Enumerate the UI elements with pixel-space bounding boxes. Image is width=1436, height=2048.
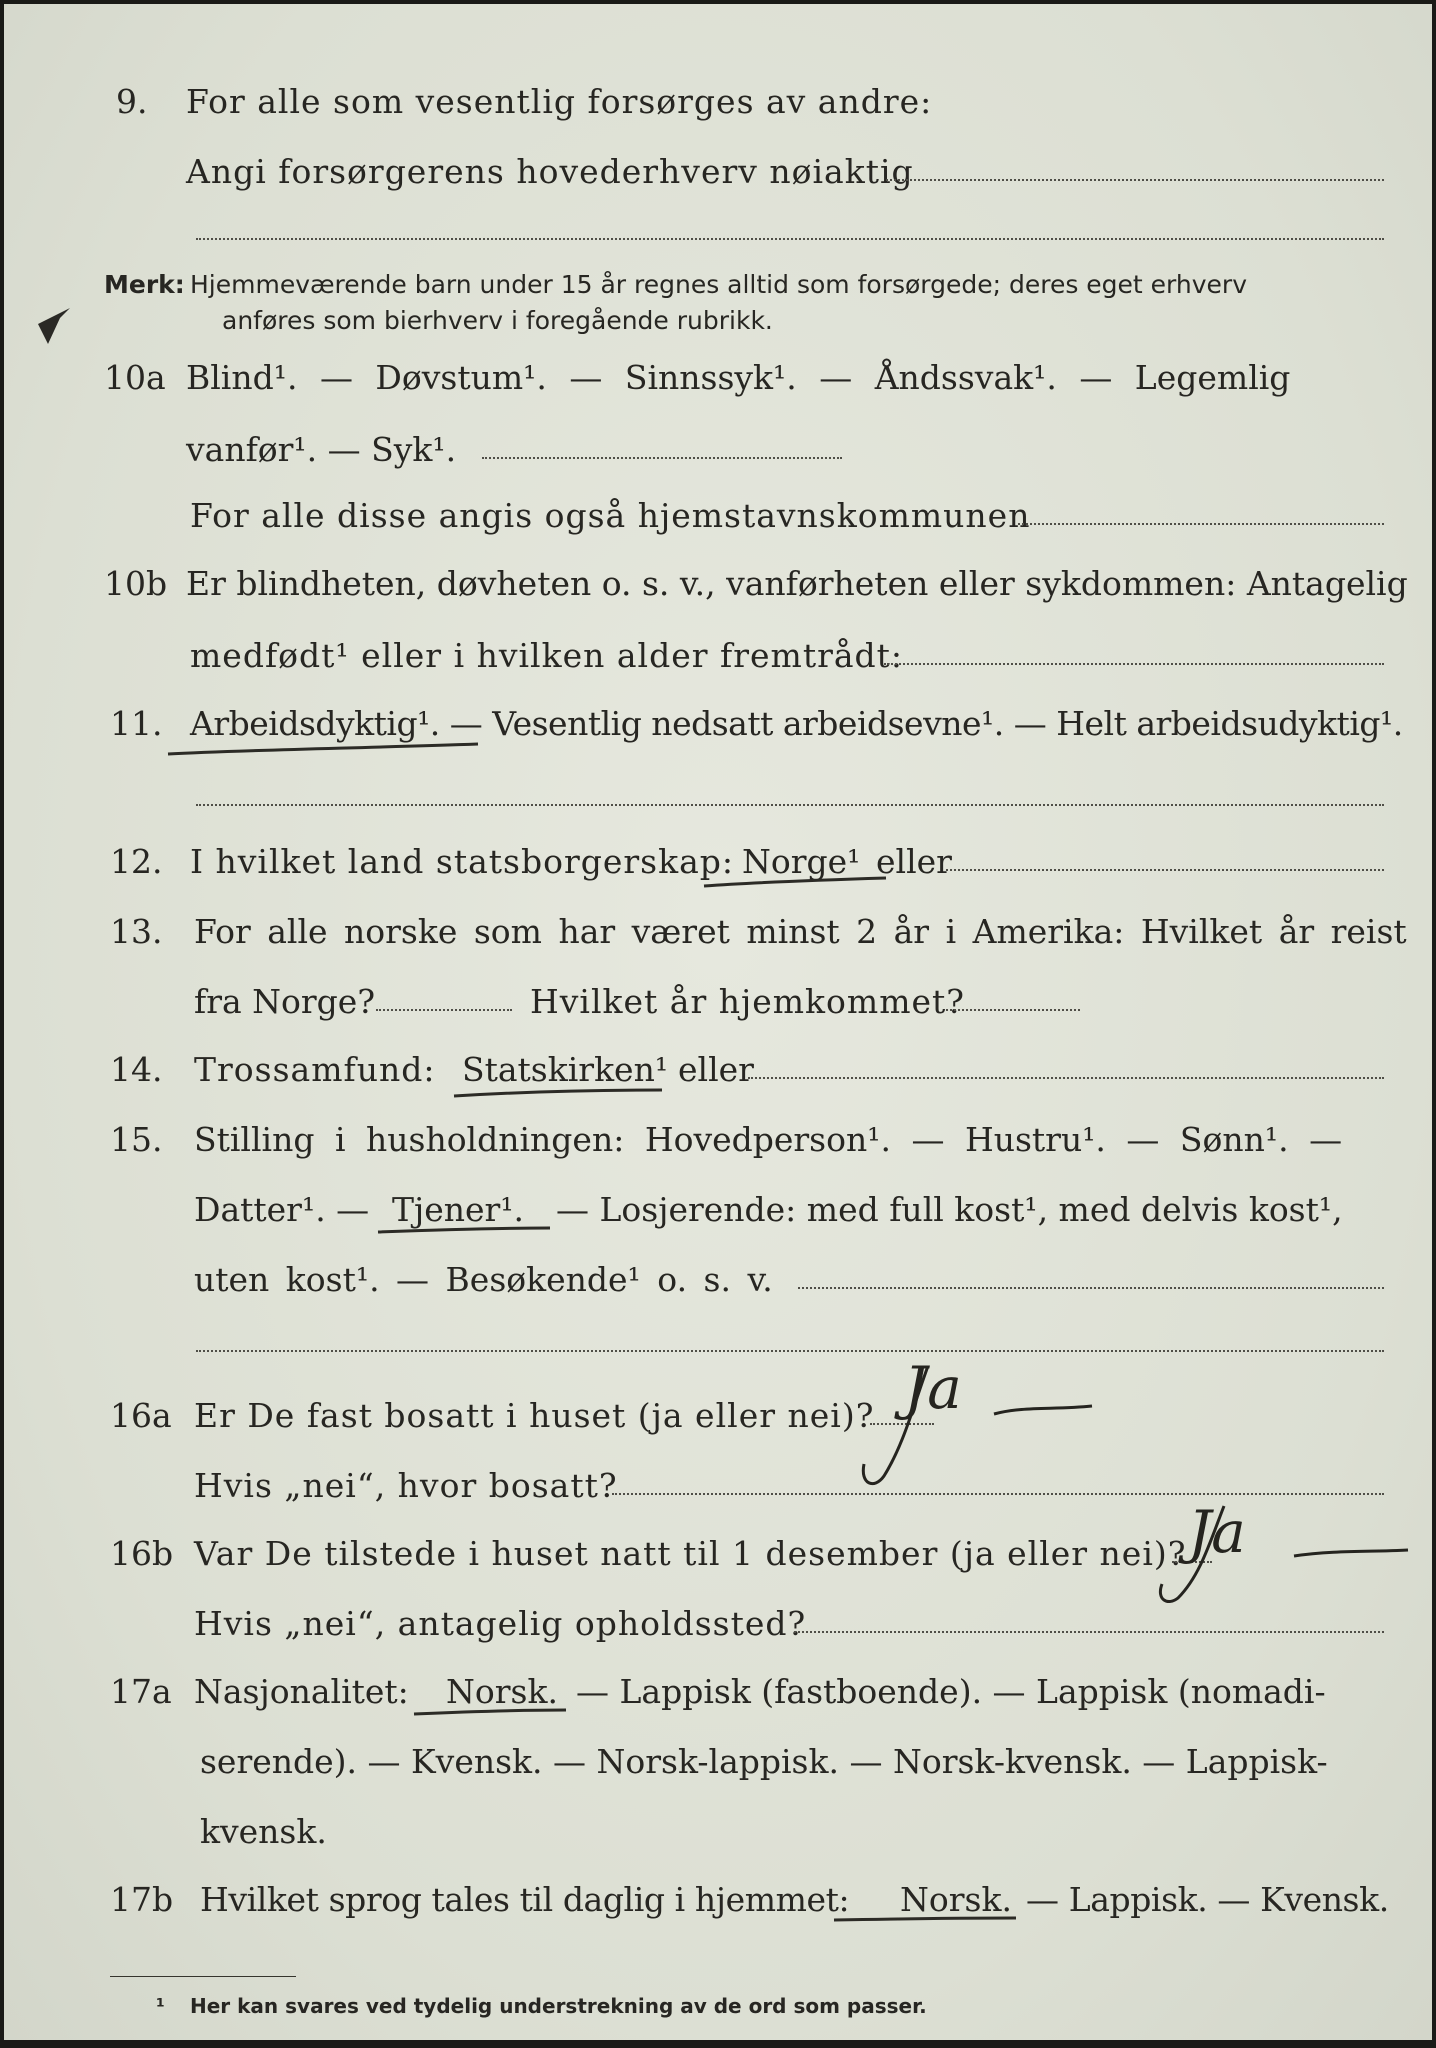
census-form-page [4, 4, 1432, 2040]
q11-underline-arbeidsdyktig [164, 732, 484, 762]
q14-underline-statskirken [450, 1078, 666, 1104]
q10a-number: 10a [104, 358, 166, 397]
q16b-whereabouts-line [794, 1631, 1384, 1633]
footnote-mark: ¹ [156, 1994, 165, 2018]
merk-label: Merk: [104, 270, 185, 299]
q17a-line1a: Nasjonalitet: [194, 1672, 409, 1711]
q13-line2b: Hvilket år hjemkommet? [530, 982, 965, 1021]
q14-option-statskirken: Statskirken¹ [462, 1050, 669, 1089]
q12-number: 12. [110, 842, 163, 881]
footnote-separator [110, 1976, 296, 1977]
q15-line3: uten kost¹. — Besøkende¹ o. s. v. [194, 1260, 773, 1299]
q16b-number: 16b [110, 1534, 174, 1573]
q10b-answer-line [884, 663, 1384, 665]
q9-line2: Angi forsørgerens hovederhverv nøiaktig [186, 152, 914, 191]
q16a-handwritten-answer [844, 1344, 1104, 1494]
q13-return-year-line [946, 1009, 1080, 1011]
q17a-line2: serende). — Kvensk. — Norsk-lappisk. — Norsk-kvensk. — Lappisk- [200, 1742, 1328, 1781]
q10a-line3: For alle disse angis også hjemstavnskommunen [190, 496, 1031, 535]
q13-line1: For alle norske som har været minst 2 år i Amerika: Hvilket år reist [194, 912, 1407, 951]
margin-mark [34, 304, 74, 348]
q15-line1: Stilling i husholdningen: Hovedperson¹. — Hustru¹. — Sønn¹. — [194, 1120, 1343, 1159]
q12-option-norge: Norge¹ [742, 842, 861, 881]
q14-answer-line [748, 1077, 1384, 1079]
q9-number: 9. [116, 82, 148, 121]
q9-answer-line-2 [196, 238, 1384, 240]
q11-answer-line [196, 804, 1384, 806]
q10a-line1: Blind¹. — Døvstum¹. — Sinnssyk¹. — Åndssvak¹. — Legemlig [186, 358, 1291, 397]
q15-number: 15. [110, 1120, 163, 1159]
q17b-line1c: — Lappisk. — Kvensk. [1026, 1880, 1389, 1919]
q16b-line2: Hvis „nei“, antagelig opholdssted? [194, 1604, 807, 1643]
q16b-line1: Var De tilstede i huset natt til 1 desember (ja eller nei)? [194, 1534, 1187, 1573]
q15-answer-line [798, 1287, 1384, 1289]
footnote-text: Her kan svares ved tydelig understrekning av de ord som passer. [190, 1994, 927, 2018]
q17b-line1a: Hvilket sprog tales til daglig i hjemmet: [200, 1880, 850, 1919]
q17a-line3: kvensk. [200, 1812, 327, 1851]
q16b-handwritten-answer [1144, 1486, 1414, 1616]
q10b-line2: medfødt¹ eller i hvilken alder fremtrådt: [190, 636, 904, 675]
q13-line2a: fra Norge? [194, 982, 376, 1021]
q12-suffix: eller [876, 842, 952, 881]
q14-suffix: eller [678, 1050, 754, 1089]
q17b-number: 17b [110, 1880, 174, 1919]
q10b-line1: Er blindheten, døvheten o. s. v., vanførheten eller sykdommen: Antagelig [186, 564, 1408, 603]
q17a-number: 17a [110, 1672, 172, 1711]
q12-text: I hvilket land statsborgerskap: [190, 842, 735, 881]
merk-line1: Hjemmeværende barn under 15 år regnes alltid som forsørgede; deres eget erhverv [190, 270, 1247, 299]
q16a-answer-text: Ja [904, 1354, 962, 1422]
q16a-number: 16a [110, 1396, 172, 1435]
q9-line1: For alle som vesentlig forsørges av andre: [186, 82, 933, 121]
q14-text: Trossamfund: [194, 1050, 436, 1089]
q13-number: 13. [110, 912, 163, 951]
q15-underline-tjener [374, 1216, 554, 1242]
q15-line2a: Datter¹. — [194, 1190, 370, 1229]
q16b-answer-text: Ja [1188, 1498, 1246, 1566]
q13-departure-year-line [376, 1009, 512, 1011]
q11-number: 11. [110, 704, 163, 743]
q9-answer-line [886, 179, 1384, 181]
merk-line2: anføres som bierhverv i foregående rubrikk. [222, 306, 773, 335]
q17a-line1c: — Lappisk (fastboende). — Lappisk (nomadi- [576, 1672, 1326, 1711]
q10a-line2: vanfør¹. — Syk¹. [186, 430, 457, 469]
q10b-number: 10b [104, 564, 168, 603]
q16a-line2: Hvis „nei“, hvor bosatt? [194, 1466, 618, 1505]
q14-number: 14. [110, 1050, 163, 1089]
q12-underline-norge [700, 868, 890, 894]
q15-answer-line-2 [196, 1350, 1384, 1352]
q10a-answer-line [482, 457, 842, 459]
q16a-line1: Er De fast bosatt i huset (ja eller nei)? [194, 1396, 875, 1435]
q10a-home-municipality-line [1018, 523, 1384, 525]
q17b-underline-norsk [830, 1906, 1020, 1930]
q15-option-tjener: Tjener¹. [392, 1190, 525, 1229]
q17a-underline-norsk [410, 1698, 570, 1722]
q15-line2c: — Losjerende: med full kost¹, med delvis kost¹, [556, 1190, 1343, 1229]
q17b-option-norsk: Norsk. [900, 1880, 1012, 1919]
q11-line1: Arbeidsdyktig¹. — Vesentlig nedsatt arbeidsevne¹. — Helt arbeidsudyktig¹. [190, 704, 1403, 743]
q17a-option-norsk: Norsk. [446, 1672, 558, 1711]
q12-answer-line [946, 869, 1384, 871]
